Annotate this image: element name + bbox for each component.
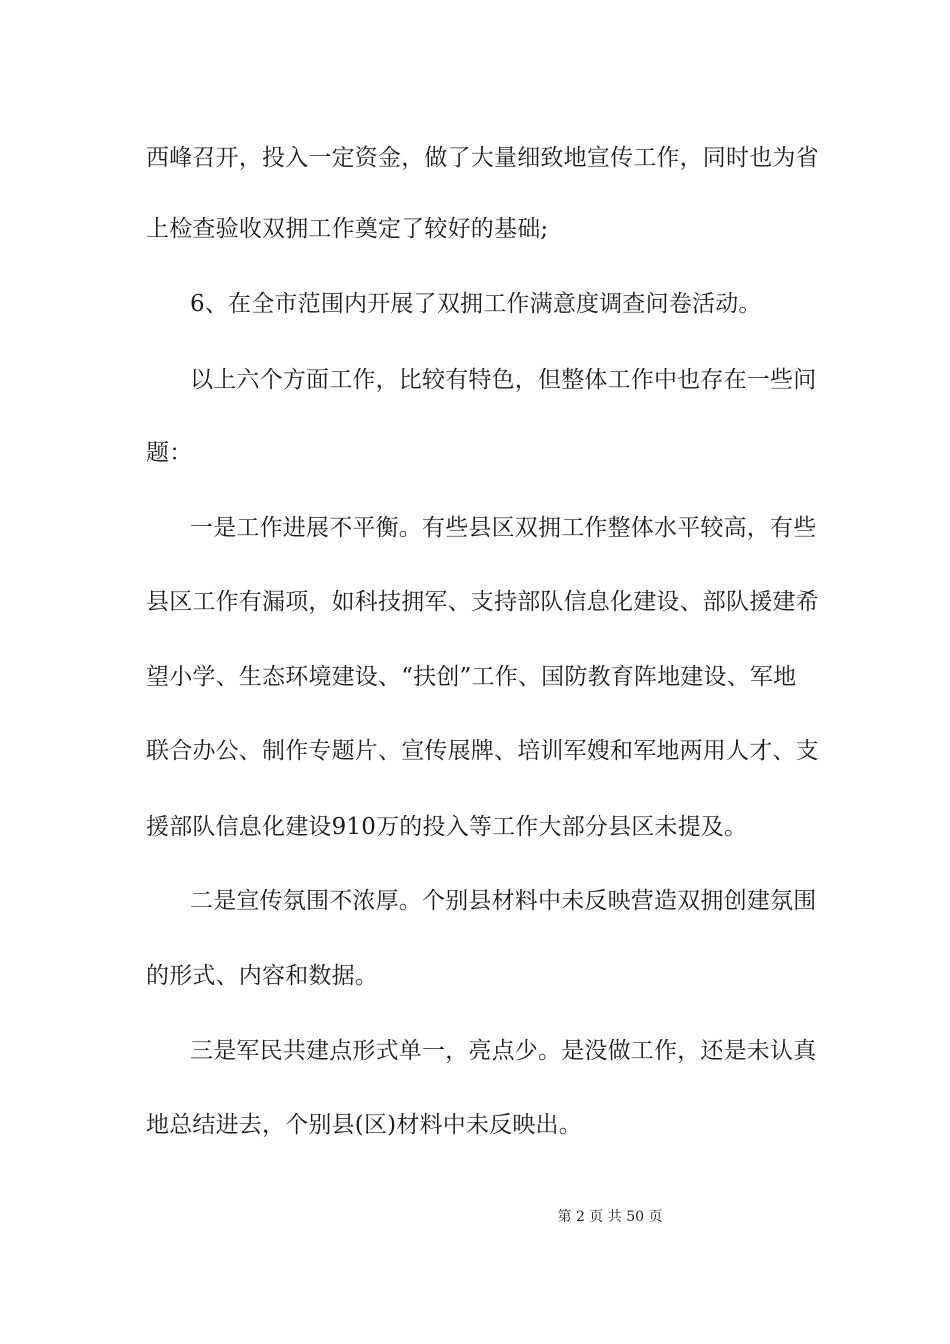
text-line: 三是军民共建点形式单一，亮点少。是没做工作，还是未认真: [190, 1038, 817, 1064]
text-line: 上检查验收双拥工作奠定了较好的基础;: [146, 216, 549, 242]
text-line: 二是宣传氛围不浓厚。个别县材料中未反映营造双拥创建氛围: [190, 888, 817, 914]
text-line: 县区工作有漏项，如科技拥军、支持部队信息化建设、部队援建希: [146, 589, 819, 615]
text-line: 联合办公、制作专题片、宣传展牌、培训军嫂和军地两用人才、支: [146, 738, 819, 764]
text-line: 的形式、内容和数据。: [146, 963, 378, 989]
paragraph-item-6: 6、在全市范围内开展了双拥工作满意度调查问卷活动。: [190, 291, 762, 317]
page-number: 第 2 页 共 50 页: [557, 1209, 663, 1225]
text-line: 以上六个方面工作，比较有特色，但整体工作中也存在一些问: [190, 367, 817, 393]
text-line: 地总结进去，个别县(区)材料中未反映出。: [146, 1112, 582, 1138]
text-line: 援部队信息化建设910万的投入等工作大部分县区未提及。: [146, 814, 748, 840]
text-line: 西峰召开，投入一定资金，做了大量细致地宣传工作，同时也为省: [146, 145, 819, 171]
text-line: 题：: [146, 440, 193, 466]
text-line: 一是工作进展不平衡。有些县区双拥工作整体水平较高，有些: [190, 515, 817, 541]
text-line: 望小学、生态环境建设、“扶创”工作、国防教育阵地建设、军地: [146, 664, 797, 690]
